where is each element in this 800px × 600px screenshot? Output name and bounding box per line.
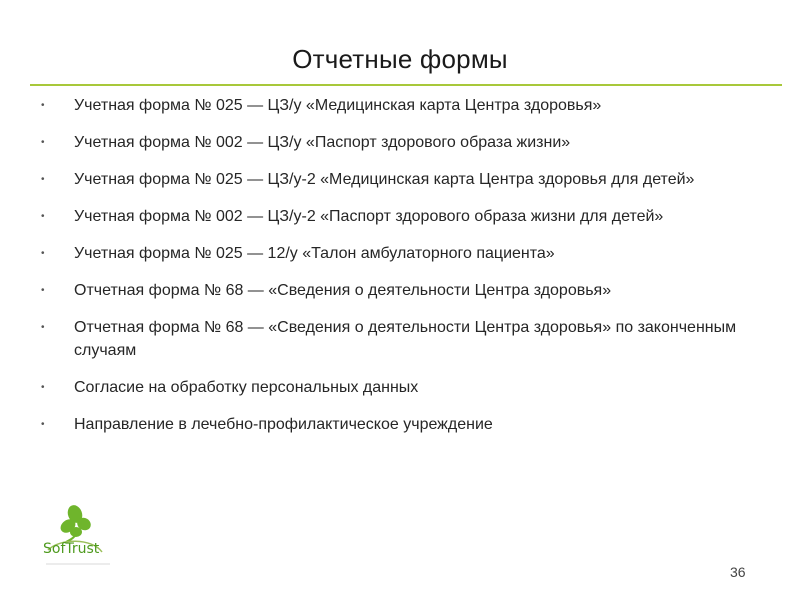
bullet-icon: • (41, 382, 45, 393)
list-item-text: Учетная форма № 002 — ЦЗ/у-2 «Паспорт здорового образа жизни для детей» (74, 208, 664, 225)
list-item (38, 131, 778, 154)
list-item-text: Отчетная форма № 68 — «Сведения о деятельности Центра здоровья» (74, 282, 612, 299)
page-number: 36 (730, 564, 746, 580)
bullet-icon: • (41, 100, 45, 111)
logo-text: SofTrust (43, 541, 100, 557)
bullet-icon: • (41, 248, 45, 259)
list-item (38, 316, 778, 362)
list-item (38, 279, 778, 302)
list-item-text: Учетная форма № 025 — ЦЗ/у-2 «Медицинская карта Центра здоровья для детей» (74, 171, 695, 188)
list-item-text: Учетная форма № 025 — 12/у «Талон амбулаторного пациента» (74, 245, 555, 262)
list-item-text: Учетная форма № 002 — ЦЗ/у «Паспорт здорового образа жизни» (74, 134, 571, 151)
title-divider (30, 84, 782, 86)
list-item (38, 205, 778, 228)
bullet-list (38, 94, 778, 450)
bullet-icon: • (41, 174, 45, 185)
list-item-text: Направление в лечебно-профилактическое учреждение (74, 416, 493, 433)
list-item (38, 168, 778, 191)
leaf-logo-icon (40, 500, 120, 570)
bullet-icon: • (41, 285, 45, 296)
list-item (38, 242, 778, 265)
list-item (38, 94, 778, 117)
slide-title: Отчетные формы (292, 44, 508, 74)
list-item-text: Учетная форма № 025 — ЦЗ/у «Медицинская карта Центра здоровья» (74, 97, 602, 114)
bullet-icon: • (41, 419, 45, 430)
bullet-icon: • (41, 211, 45, 222)
list-item-text: Согласие на обработку персональных данных (74, 379, 419, 396)
list-item (38, 413, 778, 436)
list-item-text: Отчетная форма № 68 — «Сведения о деятельности Центра здоровья» по законченным случаям (74, 319, 737, 359)
bullet-icon: • (41, 322, 45, 333)
list-item (38, 376, 778, 399)
bullet-icon: • (41, 137, 45, 148)
